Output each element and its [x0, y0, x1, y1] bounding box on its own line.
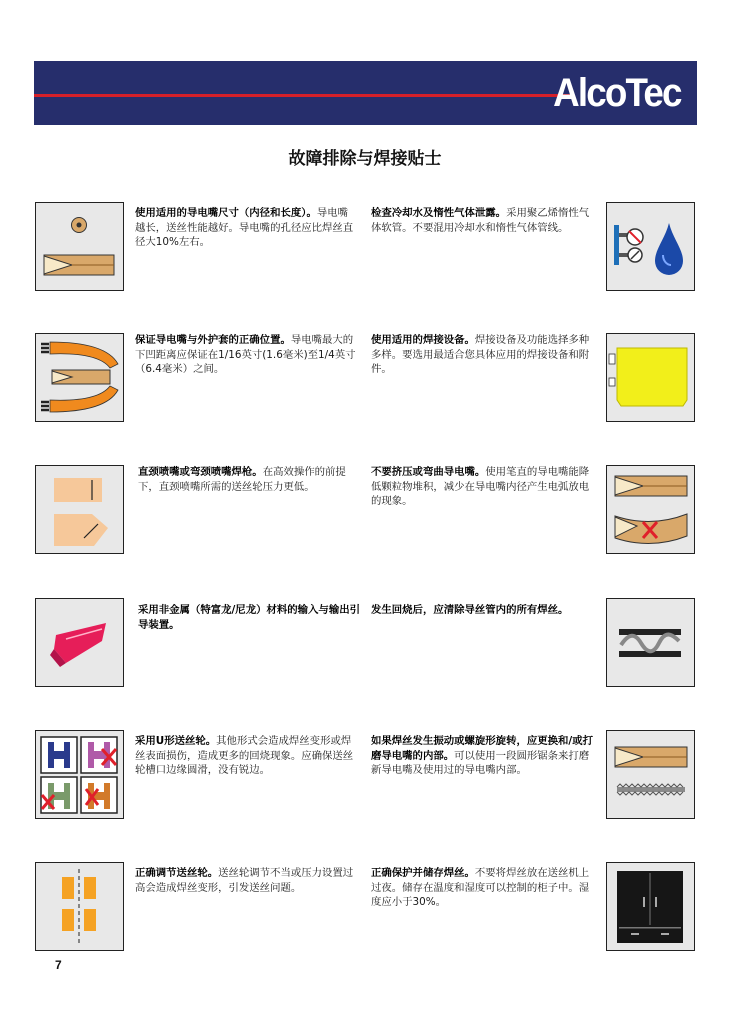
tip-body: 焊接设备及功能选择多种多样。要选用最适合您具体应用的焊接设备和附件。	[371, 334, 590, 376]
tip-heading: 如果焊丝发生振动或螺旋形旋转，应更换和/或打磨导电嘴的内部。	[371, 735, 593, 762]
tip-heading: 采用U形送丝轮。	[135, 735, 217, 747]
tip-contact-tip-size	[135, 206, 357, 250]
tip-heading: 使用适用的导电嘴尺寸（内径和长度）。	[135, 207, 317, 219]
nozzle-position-icon	[35, 333, 124, 422]
header-red-stripe	[34, 94, 574, 97]
welding-equipment-icon	[606, 333, 695, 422]
tip-wire-storage	[371, 866, 593, 910]
worn-tip-icon	[606, 730, 695, 819]
tip-body: 可以使用一段圆形锯条来打磨新导电嘴及使用过的导电嘴内部。	[371, 749, 590, 777]
tip-body: 导电嘴越长，送丝性能越好。导电嘴的孔径应比焊丝直径大10%左右。	[135, 207, 354, 249]
tip-worn-tip	[371, 734, 593, 778]
drive-roll-icon	[35, 730, 124, 819]
alcotec-logo: AlcoTec	[553, 71, 681, 115]
tip-body: 其他形式会造成焊丝变形或焊丝表面损伤，造成更多的回烧现象。应确保送丝轮槽口边缘圆滑，没有锐边。	[135, 735, 354, 777]
tip-body: 使用笔直的导电嘴能降低颗粒物堆积，减少在导电嘴内径产生电弧放电的现象。	[371, 466, 590, 508]
tip-heading: 直颈喷嘴或弯颈喷嘴焊枪。	[138, 466, 263, 478]
contact-tip-size-icon	[35, 202, 124, 291]
tip-drive-roll	[135, 734, 357, 778]
tip-heading: 不要挤压或弯曲导电嘴。	[371, 466, 486, 478]
brand-header	[34, 61, 697, 125]
storage-cabinet-icon	[606, 862, 695, 951]
tip-heading: 采用非金属（特富龙/尼龙）材料的输入与输出引导装置。	[138, 604, 360, 631]
tip-straight-bent-gun	[138, 465, 360, 494]
drive-roll-tension-icon	[35, 862, 124, 951]
tip-heading: 检查冷却水及惰性气体泄露。	[371, 207, 507, 219]
tip-heading: 正确调节送丝轮。	[135, 867, 219, 879]
tip-body: 导电嘴最大的下凹距离应保证在1/16英寸(1.6毫米)至1/4英寸（6.4毫米）之间。	[135, 334, 356, 376]
tip-body: 送丝轮调节不当或压力设置过高会造成焊丝变形，引发送丝问题。	[135, 867, 354, 894]
tip-drive-roll-tension	[135, 866, 357, 895]
tip-heading: 保证导电嘴与外护套的正确位置。	[135, 334, 291, 346]
tip-burnback-liner	[371, 603, 606, 618]
bent-tip-icon	[606, 465, 695, 554]
tip-coolant-gas-leak	[371, 206, 593, 235]
tip-nozzle-position	[135, 333, 357, 377]
tip-welding-equipment	[371, 333, 593, 377]
page-number: 7	[55, 958, 62, 972]
wire-guide-icon	[35, 598, 124, 687]
tip-heading: 正确保护并储存焊丝。	[371, 867, 475, 879]
coolant-gas-leak-icon	[606, 202, 695, 291]
tip-heading: 发生回烧后，应清除导丝管内的所有焊丝。	[371, 604, 569, 616]
tip-wire-guide	[138, 603, 360, 632]
straight-bent-gun-icon	[35, 465, 124, 554]
burnback-liner-icon	[606, 598, 695, 687]
page-title: 故障排除与焊接贴士	[288, 149, 442, 169]
tip-heading: 使用适用的焊接设备。	[371, 334, 475, 346]
tip-body: 在高效操作的前提下，直颈喷嘴所需的送丝轮压力更低。	[138, 466, 346, 493]
tip-bent-tip	[371, 465, 593, 509]
tip-body: 采用聚乙烯惰性气体软管。不要混用冷却水和惰性气体管线。	[371, 207, 590, 234]
tip-body: 不要将焊丝放在送丝机上过夜。储存在温度和湿度可以控制的柜子中。湿度应小于30%。	[371, 867, 590, 909]
